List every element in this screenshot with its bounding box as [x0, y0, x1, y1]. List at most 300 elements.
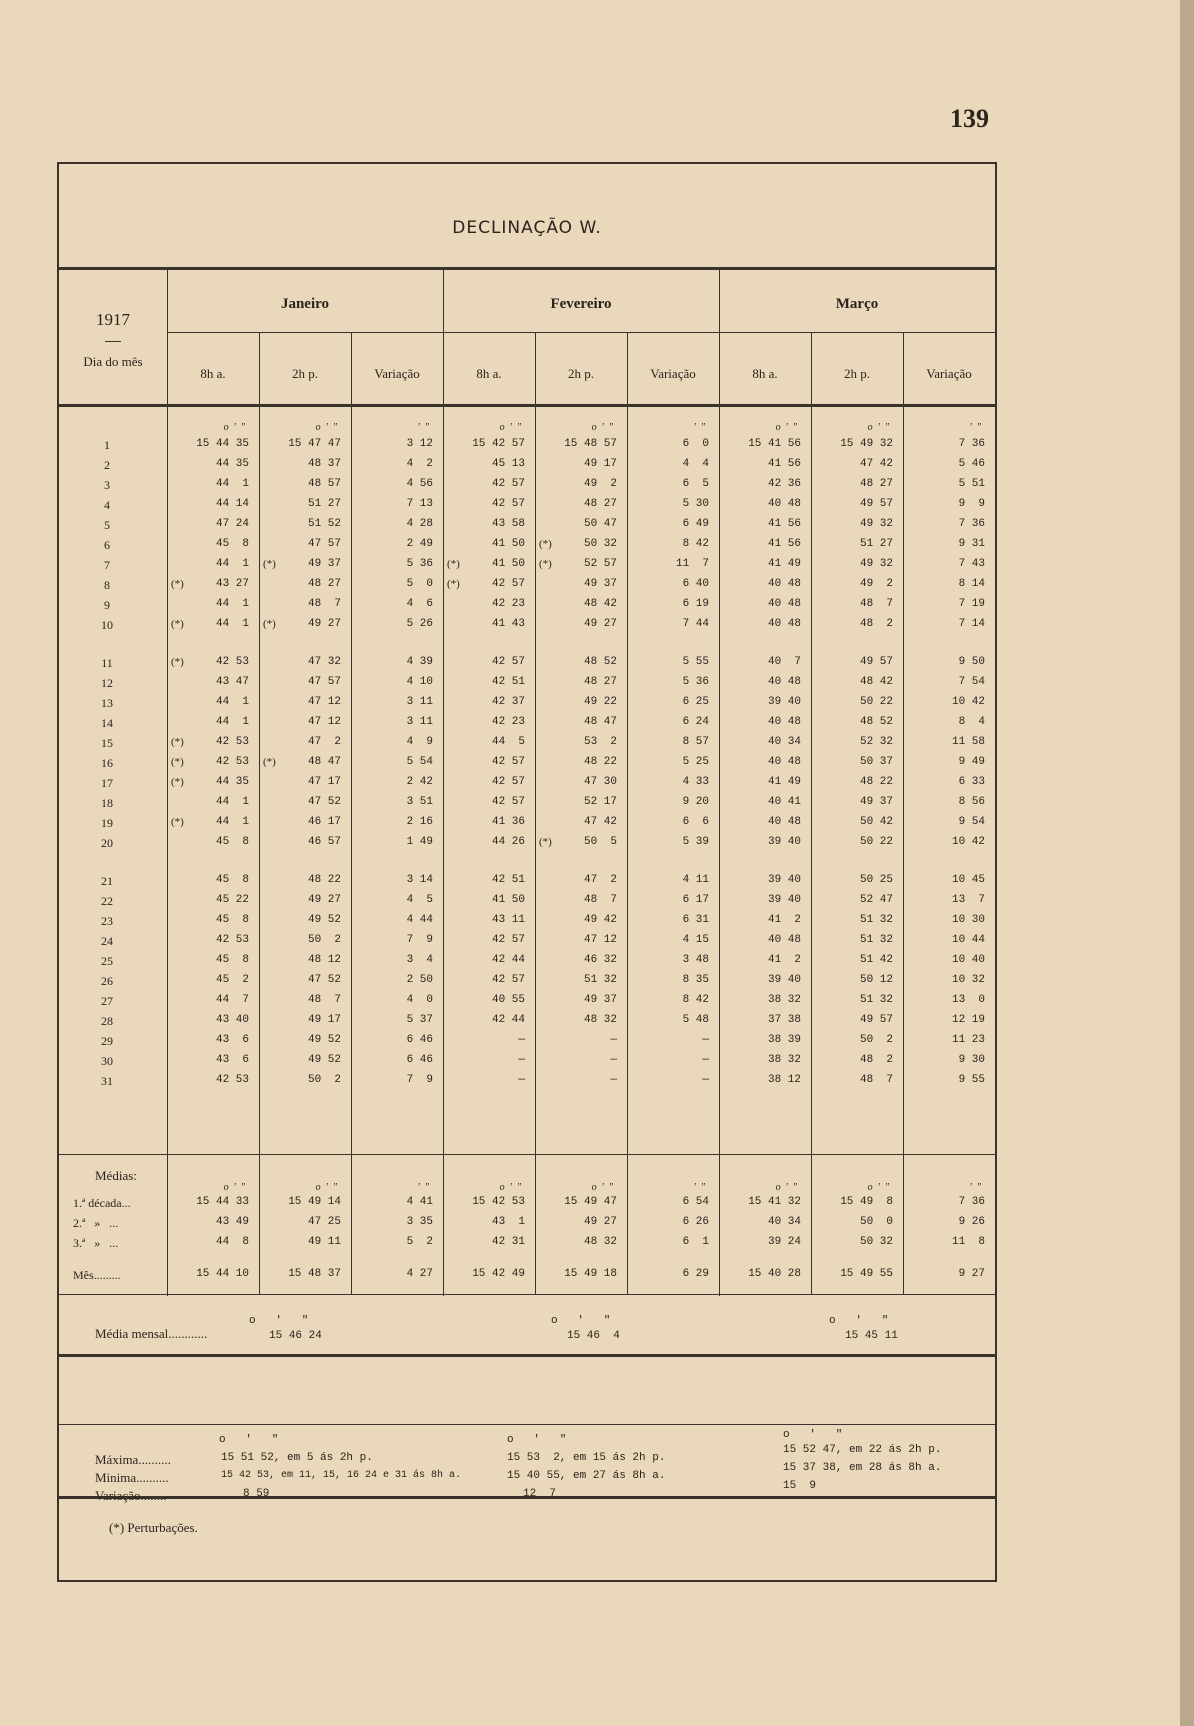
table-cell: 2 16 [406, 816, 433, 828]
medias-cell: 9 27 [958, 1268, 985, 1280]
table-cell: 48 2 [859, 1054, 893, 1066]
table-cell: 6 25 [682, 696, 709, 708]
table-cell: 50 2 [859, 1034, 893, 1046]
table-cell: 43 47 [215, 676, 249, 688]
table-cell: 41 43 [491, 618, 525, 630]
medias-row-label: 1.ª década... [73, 1196, 131, 1210]
table-cell: 49 52 [307, 1034, 341, 1046]
table-cell: 50 2 [307, 934, 341, 946]
day-number: 20 [101, 836, 113, 850]
rule [167, 332, 995, 333]
day-number: 4 [104, 498, 110, 512]
column-rule [167, 267, 168, 1296]
medias-cell: 6 26 [682, 1216, 709, 1228]
table-cell: 48 42 [859, 676, 893, 688]
day-number: 25 [101, 954, 113, 968]
maxima-label: Máxima.......... [95, 1452, 171, 1467]
units-row: o ' " [249, 1315, 309, 1327]
units-row: o ' " [783, 1429, 843, 1441]
medias-cell: 15 40 28 [748, 1268, 801, 1280]
units-row: o ' " [507, 1434, 567, 1446]
table-cell: 40 7 [767, 656, 801, 668]
table-cell: 46 57 [307, 836, 341, 848]
table-cell: 49 37 [583, 578, 617, 590]
table-cell: 4 9 [406, 736, 433, 748]
table-cell: 50 47 [583, 518, 617, 530]
table-cell: 47 24 [215, 518, 249, 530]
table-cell: 51 32 [859, 914, 893, 926]
table-cell: 49 17 [307, 1014, 341, 1026]
subheading-2h: 2h p. [292, 366, 318, 381]
medias-cell: 6 54 [682, 1196, 709, 1208]
rule [59, 1154, 995, 1155]
table-cell: 45 22 [215, 894, 249, 906]
table-cell: 50 12 [859, 974, 893, 986]
table-cell: 49 52 [307, 914, 341, 926]
table-cell: 40 34 [767, 736, 801, 748]
table-cell: 6 24 [682, 716, 709, 728]
medias-cell: 39 24 [767, 1236, 801, 1248]
maxima-fevereiro: 15 53 2, em 15 ás 2h p. [507, 1452, 666, 1464]
table-cell: 44 1 [215, 598, 249, 610]
table-cell: 4 15 [682, 934, 709, 946]
day-number: 17 [101, 776, 113, 790]
column-rule [719, 267, 720, 1296]
table-cell: 10 40 [951, 954, 985, 966]
perturbation-mark: (*) [263, 756, 276, 768]
table-cell: 49 37 [583, 994, 617, 1006]
table-cell: 44 1 [215, 796, 249, 808]
table-cell: 45 2 [215, 974, 249, 986]
units-row: ' " [417, 1182, 429, 1193]
table-cell: 41 56 [767, 538, 801, 550]
table-cell: 44 7 [215, 994, 249, 1006]
table-cell: 46 17 [307, 816, 341, 828]
table-cell: 42 36 [767, 478, 801, 490]
day-number: 28 [101, 1014, 113, 1028]
table-cell: 42 44 [491, 1014, 525, 1026]
media-mensal-label: Média mensal............ [95, 1326, 208, 1341]
perturbation-mark: (*) [539, 538, 552, 550]
table-cell: 50 5 [583, 836, 617, 848]
table-cell: 4 44 [406, 914, 433, 926]
table-cell: 38 12 [767, 1074, 801, 1086]
table-cell: 49 57 [859, 656, 893, 668]
medias-row-label: Mês......... [73, 1268, 121, 1282]
medias-cell: 5 2 [406, 1236, 433, 1248]
table-cell: 4 5 [406, 894, 433, 906]
subheading-2h: 2h p. [844, 366, 870, 381]
media-mensal-fevereiro: 15 46 4 [567, 1330, 620, 1342]
table-cell: 48 7 [307, 598, 341, 610]
table-cell: 43 27 [215, 578, 249, 590]
units-row: ' " [693, 1182, 705, 1193]
table-cell: 48 27 [583, 498, 617, 510]
table-cell: — [610, 1074, 617, 1086]
table-cell: 6 49 [682, 518, 709, 530]
page-number: 139 [950, 104, 989, 133]
table-cell: 42 51 [491, 676, 525, 688]
table-cell: 3 4 [406, 954, 433, 966]
variacao-janeiro: 8 59 [243, 1488, 270, 1500]
perturbation-mark: (*) [171, 816, 184, 828]
subcolumn-rule [903, 332, 904, 1294]
table-cell: 6 46 [406, 1054, 433, 1066]
day-number: 23 [101, 914, 113, 928]
units-row: o ' " [223, 422, 245, 433]
table-cell: 41 49 [767, 558, 801, 570]
table-cell: 44 26 [491, 836, 525, 848]
table-cell: 48 12 [307, 954, 341, 966]
table-cell: 6 33 [958, 776, 985, 788]
medias-cell: 48 32 [583, 1236, 617, 1248]
medias-cell: 3 35 [406, 1216, 433, 1228]
medias-cell: 50 32 [859, 1236, 893, 1248]
table-cell: 11 23 [951, 1034, 985, 1046]
table-cell: 9 49 [958, 756, 985, 768]
table-cell: 45 8 [215, 954, 249, 966]
rule [59, 1294, 995, 1295]
table-cell: 44 35 [215, 458, 249, 470]
month-marco: Março [835, 296, 879, 312]
table-cell: 9 9 [958, 498, 985, 510]
table-cell: 5 54 [406, 756, 433, 768]
table-cell: 42 53 [215, 1074, 249, 1086]
units-row: o ' " [775, 422, 797, 433]
table-cell: 5 46 [958, 458, 985, 470]
perturbation-mark: (*) [171, 776, 184, 788]
day-number: 18 [101, 796, 113, 810]
table-cell: 47 57 [307, 676, 341, 688]
table-cell: 8 56 [958, 796, 985, 808]
day-number: 26 [101, 974, 113, 988]
table-cell: 42 53 [215, 756, 249, 768]
table-cell: 48 27 [859, 478, 893, 490]
table-cell: 48 37 [307, 458, 341, 470]
minima-label: Minima.......... [95, 1470, 169, 1485]
table-cell: 47 2 [583, 874, 617, 886]
table-cell: 42 57 [491, 974, 525, 986]
medias-cell: 11 8 [951, 1236, 985, 1248]
subcolumn-rule [351, 332, 352, 1294]
table-cell: 52 47 [859, 894, 893, 906]
table-cell: 4 2 [406, 458, 433, 470]
table-cell: 49 37 [307, 558, 341, 570]
table-cell: 41 50 [491, 538, 525, 550]
table-cell: 49 27 [583, 618, 617, 630]
variacao-marco: 15 9 [783, 1480, 817, 1492]
units-row: o ' " [219, 1434, 279, 1446]
table-cell: 3 51 [406, 796, 433, 808]
table-cell: 48 42 [583, 598, 617, 610]
table-cell: 42 44 [491, 954, 525, 966]
table-cell: 48 52 [583, 656, 617, 668]
table-cell: 41 2 [767, 954, 801, 966]
perturbation-mark: (*) [171, 656, 184, 668]
table-cell: 8 42 [682, 994, 709, 1006]
rule [59, 404, 995, 407]
units-row: o ' " [867, 1182, 889, 1193]
table-cell: 39 40 [767, 894, 801, 906]
table-cell: 42 57 [491, 578, 525, 590]
table-cell: 39 40 [767, 974, 801, 986]
table-cell: 4 11 [682, 874, 709, 886]
month-janeiro: Janeiro [280, 296, 330, 312]
table-cell: 6 40 [682, 578, 709, 590]
subheading-2h: 2h p. [568, 366, 594, 381]
table-cell: 12 19 [951, 1014, 985, 1026]
table-cell: 2 42 [406, 776, 433, 788]
media-mensal-janeiro: 15 46 24 [269, 1330, 322, 1342]
table-cell: 43 40 [215, 1014, 249, 1026]
maxima-marco: 15 52 47, em 22 ás 2h p. [783, 1444, 942, 1456]
medias-label: Médias: [95, 1168, 137, 1183]
units-row: o ' " [315, 422, 337, 433]
day-number: 21 [101, 874, 113, 888]
day-number: 7 [104, 558, 110, 572]
table-cell: 48 7 [307, 994, 341, 1006]
table-cell: 52 32 [859, 736, 893, 748]
table-cell: 45 8 [215, 874, 249, 886]
table-cell: 15 41 56 [748, 438, 801, 450]
table-cell: 6 6 [682, 816, 709, 828]
table-cell: 4 0 [406, 994, 433, 1006]
table-cell: 7 19 [958, 598, 985, 610]
subcolumn-rule [811, 332, 812, 1294]
table-cell: 48 22 [859, 776, 893, 788]
table-cell: 49 2 [583, 478, 617, 490]
table-cell: 42 53 [215, 736, 249, 748]
table-cell: 5 30 [682, 498, 709, 510]
medias-cell: 15 49 14 [288, 1196, 341, 1208]
day-number: 5 [104, 518, 110, 532]
medias-cell: 15 44 10 [196, 1268, 249, 1280]
subcolumn-rule [535, 332, 536, 1294]
table-cell: 47 32 [307, 656, 341, 668]
table-cell: 8 14 [958, 578, 985, 590]
table-cell: 41 50 [491, 894, 525, 906]
column-rule [443, 267, 444, 1296]
medias-cell: 49 11 [307, 1236, 341, 1248]
units-row: ' " [969, 422, 981, 433]
table-cell: 48 27 [307, 578, 341, 590]
table-cell: 42 57 [491, 478, 525, 490]
table-cell: 6 5 [682, 478, 709, 490]
table-cell: 3 11 [406, 696, 433, 708]
table-cell: 51 32 [859, 934, 893, 946]
table-cell: 2 49 [406, 538, 433, 550]
table-cell: 10 42 [951, 696, 985, 708]
table-cell: 48 7 [859, 598, 893, 610]
subheading-variacao: Variação [650, 366, 696, 381]
units-row: o ' " [551, 1315, 611, 1327]
table-cell: 3 11 [406, 716, 433, 728]
units-row: ' " [693, 422, 705, 433]
table-cell: 5 48 [682, 1014, 709, 1026]
day-number: 15 [101, 736, 113, 750]
minima-fevereiro: 15 40 55, em 27 ás 8h a. [507, 1470, 666, 1482]
day-number: 8 [104, 578, 110, 592]
day-number: 9 [104, 598, 110, 612]
table-cell: 5 51 [958, 478, 985, 490]
table-cell: 49 27 [307, 618, 341, 630]
table-cell: 42 57 [491, 934, 525, 946]
medias-cell: 4 27 [406, 1268, 433, 1280]
table-cell: 5 37 [406, 1014, 433, 1026]
subcolumn-rule [627, 332, 628, 1294]
minima-marco: 15 37 38, em 28 ás 8h a. [783, 1462, 942, 1474]
day-number: 11 [101, 656, 113, 670]
table-cell: 44 1 [215, 816, 249, 828]
table-cell: — [518, 1074, 525, 1086]
table-cell: 39 40 [767, 696, 801, 708]
table-cell: 42 57 [491, 776, 525, 788]
perturbation-mark: (*) [171, 618, 184, 630]
table-cell: 42 51 [491, 874, 525, 886]
medias-cell: 47 25 [307, 1216, 341, 1228]
table-cell: 6 17 [682, 894, 709, 906]
table-cell: 15 44 35 [196, 438, 249, 450]
table-cell: 47 12 [307, 696, 341, 708]
table-cell: 38 32 [767, 994, 801, 1006]
declination-table [57, 162, 997, 1582]
day-number: 19 [101, 816, 113, 830]
medias-cell: 44 8 [215, 1236, 249, 1248]
table-cell: 42 53 [215, 656, 249, 668]
table-cell: 52 17 [583, 796, 617, 808]
table-cell: 42 23 [491, 716, 525, 728]
table-cell: 47 57 [307, 538, 341, 550]
table-cell: — [518, 1054, 525, 1066]
table-cell: 9 54 [958, 816, 985, 828]
table-cell: 51 42 [859, 954, 893, 966]
table-cell: 7 44 [682, 618, 709, 630]
units-row: o ' " [829, 1315, 889, 1327]
table-cell: 48 52 [859, 716, 893, 728]
page-edge [1180, 0, 1194, 1726]
table-cell: 49 2 [859, 578, 893, 590]
table-cell: 45 8 [215, 914, 249, 926]
table-cell: — [702, 1074, 709, 1086]
table-cell: 47 52 [307, 974, 341, 986]
perturbation-mark: (*) [263, 618, 276, 630]
table-cell: 4 28 [406, 518, 433, 530]
table-cell: 5 36 [406, 558, 433, 570]
table-cell: 13 0 [951, 994, 985, 1006]
perturbation-mark: (*) [447, 578, 460, 590]
subheading-8h: 8h a. [752, 366, 778, 381]
table-cell: 8 42 [682, 538, 709, 550]
table-cell: 42 53 [215, 934, 249, 946]
table-cell: 8 57 [682, 736, 709, 748]
medias-cell: 15 49 47 [564, 1196, 617, 1208]
day-number: 14 [101, 716, 113, 730]
medias-cell: 15 48 37 [288, 1268, 341, 1280]
table-cell: 42 57 [491, 498, 525, 510]
table-cell: 49 22 [583, 696, 617, 708]
table-cell: 9 31 [958, 538, 985, 550]
table-cell: 49 57 [859, 498, 893, 510]
perturbation-mark: (*) [539, 836, 552, 848]
table-cell: 15 49 32 [840, 438, 893, 450]
table-cell: 50 22 [859, 836, 893, 848]
table-cell: 53 2 [583, 736, 617, 748]
table-title: DECLINAÇÃO W. [452, 218, 602, 238]
table-cell: 47 30 [583, 776, 617, 788]
table-cell: 37 38 [767, 1014, 801, 1026]
table-cell: 45 8 [215, 836, 249, 848]
table-cell: 39 40 [767, 836, 801, 848]
day-of-month-label: Dia do mês [83, 354, 143, 369]
medias-cell: 15 42 49 [472, 1268, 525, 1280]
table-cell: 5 39 [682, 836, 709, 848]
table-cell: 1 49 [406, 836, 433, 848]
table-cell: 47 17 [307, 776, 341, 788]
day-number: 6 [104, 538, 110, 552]
table-cell: 48 22 [307, 874, 341, 886]
table-cell: 44 35 [215, 776, 249, 788]
table-cell: 5 36 [682, 676, 709, 688]
variacao-label: Variação........ [95, 1488, 167, 1503]
medias-cell: 42 31 [491, 1236, 525, 1248]
table-cell: 45 13 [491, 458, 525, 470]
minima-janeiro: 15 42 53, em 11, 15, 16 24 e 31 ás 8h a. [221, 1470, 462, 1481]
table-cell: 49 57 [859, 1014, 893, 1026]
table-cell: 42 37 [491, 696, 525, 708]
year-dash [105, 341, 121, 342]
table-cell: — [610, 1034, 617, 1046]
table-cell: 47 52 [307, 796, 341, 808]
table-cell: 7 54 [958, 676, 985, 688]
units-row: o ' " [499, 422, 521, 433]
table-cell: 44 1 [215, 716, 249, 728]
medias-cell: 43 49 [215, 1216, 249, 1228]
table-cell: 47 2 [307, 736, 341, 748]
table-cell: 50 32 [583, 538, 617, 550]
table-cell: 3 14 [406, 874, 433, 886]
table-cell: 9 30 [958, 1054, 985, 1066]
table-cell: — [610, 1054, 617, 1066]
table-cell: 51 27 [307, 498, 341, 510]
subheading-8h: 8h a. [200, 366, 226, 381]
day-number: 16 [101, 756, 113, 770]
table-cell: 38 39 [767, 1034, 801, 1046]
table-cell: 10 45 [951, 874, 985, 886]
table-cell: 48 47 [307, 756, 341, 768]
table-cell: 10 42 [951, 836, 985, 848]
day-number: 31 [101, 1074, 113, 1088]
table-cell: 10 30 [951, 914, 985, 926]
table-cell: 5 0 [406, 578, 433, 590]
table-cell: 4 33 [682, 776, 709, 788]
medias-row-label: 2.ª » ... [73, 1216, 119, 1230]
day-number: 24 [101, 934, 113, 948]
table-cell: 51 32 [583, 974, 617, 986]
table-cell: 6 31 [682, 914, 709, 926]
table-cell: 13 7 [951, 894, 985, 906]
table-cell: 51 52 [307, 518, 341, 530]
units-row: o ' " [223, 1182, 245, 1193]
table-cell: 48 32 [583, 1014, 617, 1026]
table-cell: 42 57 [491, 756, 525, 768]
day-number: 29 [101, 1034, 113, 1048]
table-cell: 40 48 [767, 578, 801, 590]
table-cell: 48 7 [583, 894, 617, 906]
table-cell: 7 36 [958, 438, 985, 450]
table-cell: 52 57 [583, 558, 617, 570]
table-cell: 49 52 [307, 1054, 341, 1066]
medias-cell: 15 49 18 [564, 1268, 617, 1280]
